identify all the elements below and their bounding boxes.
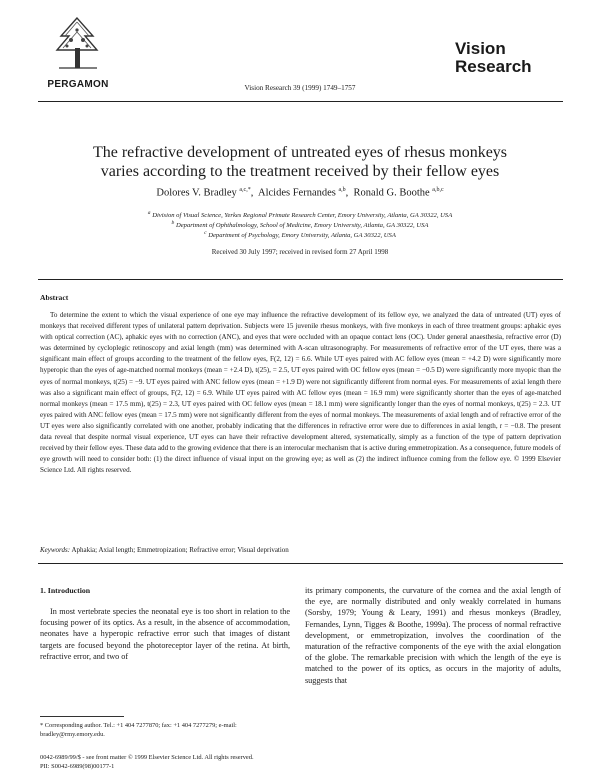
abstract-text: To determine the extent to which the visual experience of one eye may influence the refractive development of its fellow eye, we analyzed the data of untreated (UT) eyes of monkeys that received different types of unilateral pattern deprivation. Subjects were 15 juvenile rhesus monkeys, with five monkeys in each of three treatment groups: aphakic eyes with optical correction (AC), aphakic eyes with no correction (ANC), and eyes that were occluded with an opaque contact lens (OC). Under general anaesthesia, refractive error (D) was determined by cycloplegic retinoscopy and axial length (mm) was determined with A-scan ultrasonography. For measurements of refractive error of the UT eyes, there was a significant main effect of groups according to the treatment of the fellow eyes, F(2, 12) = 6.6. While UT eyes paired with AC fellow eyes (mean = +4.2 D) were significantly more hyperopic than the eyes of age-matched normal monkeys (mean = +2.4 D), t(25), = 2.5, UT eyes paired with OC fellow eyes (mean = −0.5 D) were significantly more myopic than the eyes of normal monkeys, t(25) = −9. UT eyes paired with ANC fellow eyes (mean = +1.9 D) were not significantly different from normal eyes. For measurements of axial length there was also a significant main effect of groups, F(2, 12) = 6.9. While UT eyes paired with AC fellow eyes (mean = 16.9 mm) were significantly shorter than the eyes of age-matched normal monkeys (mean = 17.5 mm), t(25) = 2.3, UT eyes paired with OC fellow eyes (mean = 18.1 mm) were significantly longer than the eyes of normal monkeys, t(25) = 2.3. UT eyes paired with ANC fellow eyes (mean = 17.5 mm) were not significantly different from the eyes of normal monkeys. The measurements of axial length and of refractive error of the UT eyes were also significantly correlated with one another, probably indicating that the differences in refractive error were due to differences in axial length, r = −0.8. The present data reveal that despite normal visual experience, UT eyes can have their refractive development altered, systematically, simply as a function of the type of pattern deprivation received by their fellow eyes. These data add to the growing evidence that there is an interocular mechanism that is active during emmetropization. As a consequence, future models of eye growth will need to consider both: (1) the direct influence of visual input on the growing eye; as well as (2) the indirect influence coming from the fellow eye. © 1999 Elsevier Science Ltd. All rights reserved. xyxy=(40,311,561,475)
affiliation-mark: b xyxy=(171,220,175,226)
title-line-1: The refractive development of untreated eyes of rhesus monkeys xyxy=(92,144,508,161)
journal-reference: Vision Research 39 (1999) 1749–1757 xyxy=(244,84,356,92)
author-affil-mark: a,b,c xyxy=(432,187,444,193)
pii-line: PII: S0042-6989(98)00177-1 xyxy=(40,763,115,770)
header-rule xyxy=(38,101,563,102)
affiliation-mark: c xyxy=(204,230,207,236)
abstract-heading: Abstract xyxy=(40,293,69,302)
article-title xyxy=(40,143,560,181)
tree-logo-icon xyxy=(51,14,105,70)
author-affil-mark: a,c,* xyxy=(239,187,251,193)
journal-name-line2: Research xyxy=(455,57,532,76)
affiliation xyxy=(0,210,600,219)
corresponding-author-footnote: * Corresponding author. Tel.: +1 404 7277870; fax: +1 404 7277279; e-mail: bradley@rmy.emory.edu. xyxy=(40,722,237,738)
keywords xyxy=(40,546,289,554)
affiliation-text: Department of Ophthalmology, School of Medicine, Emory University, Atlanta, GA 30322, USA xyxy=(175,222,429,230)
received-dates: Received 30 July 1997; received in revised form 27 April 1998 xyxy=(211,248,389,256)
author-list: Dolores V. Bradley $^{a,c,*}$, Alcides Fernandes $^{a,b}$, Ronald G. Boothe $^{a,b,c}$ xyxy=(156,187,444,199)
intro-left-column: In most vertebrate species the neonatal eye is too short in relation to the focusing power of its optics. As a result, in the absence of accommodation, neonates have a hyperopic refractive error such that images of distant targets are focused beyond the photoreceptor layer of the retina. At birth, refractive error, and two of xyxy=(40,607,290,661)
title-line-2: varies according to the treatment received by their fellow eyes xyxy=(100,163,500,180)
affiliation-text: Division of Visual Science, Yerkes Regional Primate Research Center, Emory University, Atlanta, GA 30322, USA xyxy=(152,212,453,220)
author-name: Alcides Fernandes xyxy=(258,187,336,199)
publisher-logo xyxy=(38,14,118,90)
affiliation xyxy=(0,220,600,229)
footnote-rule xyxy=(40,716,124,717)
affiliation-mark: a xyxy=(147,210,151,216)
abstract-top-rule xyxy=(38,279,563,280)
author-name: Dolores V. Bradley xyxy=(156,187,237,199)
author-name: Ronald G. Boothe xyxy=(353,187,430,199)
journal-name xyxy=(455,40,532,76)
affiliation xyxy=(0,230,600,239)
abstract-bottom-rule xyxy=(38,563,563,564)
keywords-label: Keywords: xyxy=(40,546,71,554)
journal-name-line1: Vision xyxy=(455,39,506,58)
section-heading: 1. Introduction xyxy=(40,586,91,595)
copyright-block xyxy=(40,753,254,771)
publisher-name: PERGAMON xyxy=(47,79,109,90)
copyright-line: 0042-6989/99/$ - see front matter © 1999 Elsevier Science Ltd. All rights reserved. xyxy=(40,754,254,761)
keywords-text: Aphakia; Axial length; Emmetropization; Refractive error; Visual deprivation xyxy=(71,546,289,554)
affiliation-text: Department of Psychology, Emory University, Atlanta, GA 30322, USA xyxy=(208,232,396,240)
author-affil-mark: a,b xyxy=(338,187,346,193)
intro-right-column: its primary components, the curvature of the cornea and the axial length of the eye, are normally distributed and only weakly correlated in humans (Sorsby, 1979; Young & Leary, 1991) and rhesus monkeys (Bradley, Fernandes, Lynn, Tigges & Boothe, 1999a). The process of normal refractive development, or emmetropization, involves the coordination of the maturation of the refractive components of the eye with the axial elongation of the globe. The remarkable precision with which the length of the eye is matched to the power of its optics, as occurs in the majority of adults, suggests that xyxy=(305,586,561,685)
